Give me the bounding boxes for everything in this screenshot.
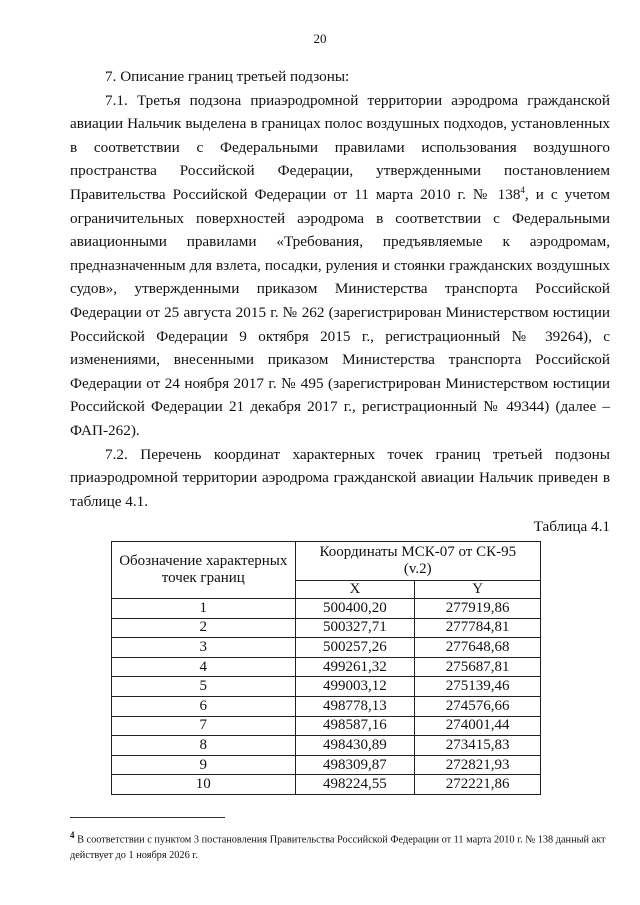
table-body: [112, 599, 541, 795]
table-row: [112, 638, 541, 658]
table-header-row: [112, 542, 541, 581]
cell-point: 9: [112, 755, 296, 775]
cell-x: 498778,13: [295, 696, 415, 716]
paragraph-7-1-text-continued: , и с учетом ограничительных поверхностей аэродрома в соответствии с Федеральными авиационными правилами «Требования, предъявляемые к аэродромам, предназначенным для взлета, посадки, руления и стоянки гражданских воздушных судов», утвержденными приказом Министерства транспорта Российской Федерации от 25 августа 2015 г. № 262 (зарегистрирован Министерством юстиции Российской Федерации 9 октября 2015 г., регистрационный № 39264), с изменениями, внесенными приказом Министерства транспорта Российской Федерации от 24 ноября 2017 г. № 495 (зарегистрирован Министерством юстиции Российской Федерации 21 декабря 2017 г., регистрационный № 49344) (далее – ФАП-262).: [70, 185, 610, 439]
cell-y: 277784,81: [415, 618, 541, 638]
footnote-divider: [70, 817, 225, 818]
cell-x: 500327,71: [295, 618, 415, 638]
cell-x: 498224,55: [295, 775, 415, 795]
table-row: [112, 716, 541, 736]
cell-point: 7: [112, 716, 296, 736]
table-row: [112, 755, 541, 775]
cell-x: 500400,20: [295, 599, 415, 619]
cell-y: 272221,86: [415, 775, 541, 795]
page-number: 20: [313, 31, 327, 46]
cell-point: 6: [112, 696, 296, 716]
cell-y: 277919,86: [415, 599, 541, 619]
cell-y: 275687,81: [415, 657, 541, 677]
footnote-reference[interactable]: 4: [520, 184, 525, 195]
cell-x: 499003,12: [295, 677, 415, 697]
section-heading: 7. Описание границ третьей подзоны:: [105, 68, 350, 85]
paragraph-7-1-text: 7.1. Третья подзона приаэродромной территории аэродрома гражданской авиации Нальчик выделена в границах полос воздушных подходов, установленных в соответствии с Федеральными правилами использования воздушного пространства Российской Федерации, утвержденными постановлением Правительства Российской Федерации от 11 марта 2010 г. № 138: [70, 91, 610, 203]
header-x: X: [295, 581, 415, 599]
section-body: [70, 65, 610, 513]
table-row: [112, 599, 541, 619]
cell-y: 277648,68: [415, 638, 541, 658]
header-y: Y: [415, 581, 541, 599]
table-row: [112, 618, 541, 638]
cell-y: 272821,93: [415, 755, 541, 775]
coordinates-table: [111, 541, 541, 795]
cell-x: 498430,89: [295, 736, 415, 756]
table-caption: Таблица 4.1: [533, 518, 610, 535]
cell-point: 3: [112, 638, 296, 658]
table-row: [112, 775, 541, 795]
paragraph-7-1: [70, 89, 610, 443]
cell-y: 274001,44: [415, 716, 541, 736]
header-coordinates: Координаты МСК-07 от СК-95 (v.2): [295, 542, 540, 581]
cell-point: 2: [112, 618, 296, 638]
cell-x: 498309,87: [295, 755, 415, 775]
cell-point: 5: [112, 677, 296, 697]
footnote: [70, 827, 610, 864]
cell-x: 498587,16: [295, 716, 415, 736]
cell-y: 275139,46: [415, 677, 541, 697]
cell-y: 274576,66: [415, 696, 541, 716]
cell-x: 500257,26: [295, 638, 415, 658]
table-row: [112, 677, 541, 697]
cell-x: 499261,32: [295, 657, 415, 677]
cell-y: 273415,83: [415, 736, 541, 756]
paragraph-7-2: 7.2. Перечень координат характерных точек границ третьей подзоны приаэродромной территории аэродрома гражданской авиации Нальчик приведен в таблице 4.1.: [70, 445, 610, 510]
table-row: [112, 736, 541, 756]
table-row: [112, 696, 541, 716]
footnote-mark: 4: [70, 830, 75, 840]
footnote-text: В соответствии с пунктом 3 постановления Правительства Российской Федерации от 11 марта 2010 г. № 138 данный акт действует до 1 ноября 2026 г.: [70, 834, 606, 862]
table-row: [112, 657, 541, 677]
cell-point: 1: [112, 599, 296, 619]
header-point-designation: Обозначение характерных точек границ: [112, 542, 296, 599]
cell-point: 4: [112, 657, 296, 677]
cell-point: 8: [112, 736, 296, 756]
cell-point: 10: [112, 775, 296, 795]
